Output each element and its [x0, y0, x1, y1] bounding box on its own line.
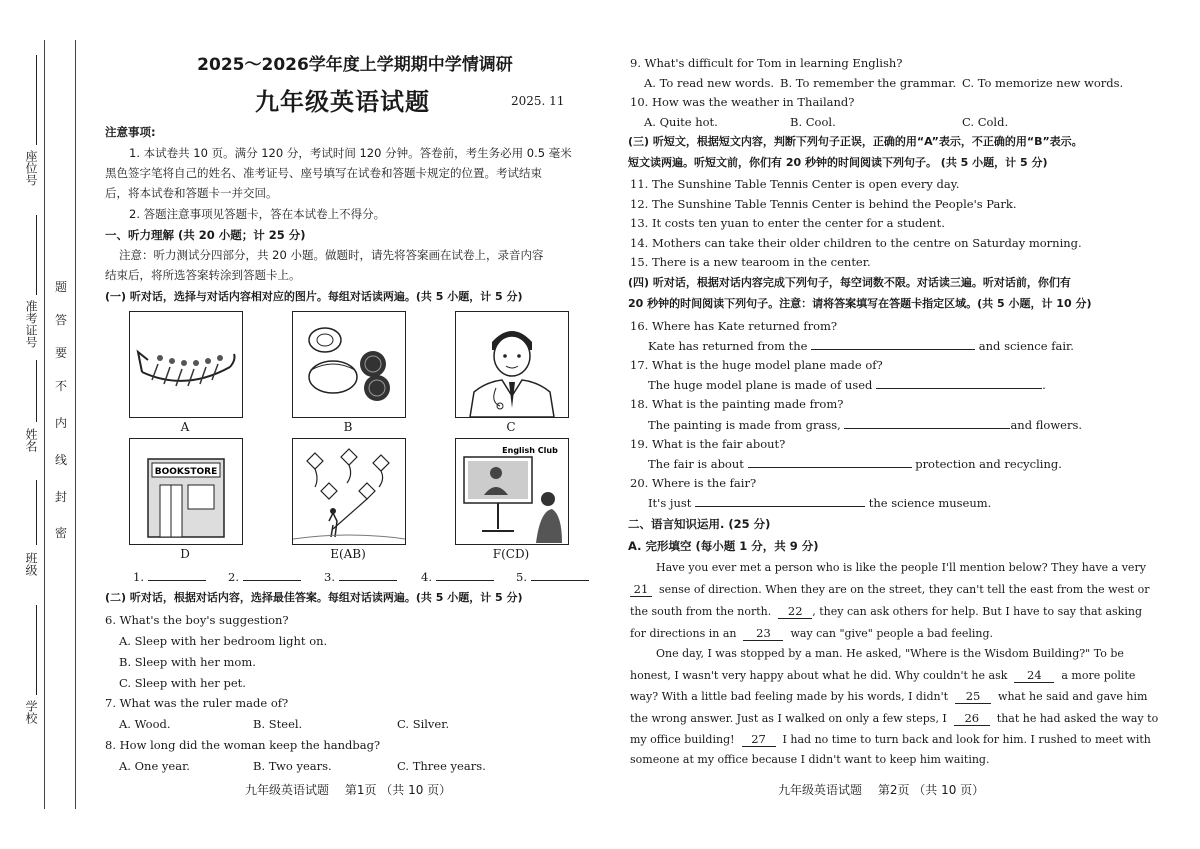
cloze-blank[interactable]: 24: [1014, 668, 1054, 683]
cloze-line: One day, I was stopped by a man. He asked, "Where is the Wisdom Building?" To be: [656, 647, 1124, 660]
class-line: [36, 480, 37, 545]
cloze-line: for directions in an 23 way can "give" people a bad feeling.: [630, 626, 994, 640]
part1-heading: 一、听力理解 (共 20 小题；计 25 分): [105, 228, 306, 242]
exam-title: 2025～2026学年度上学期期中学情调研: [197, 55, 513, 75]
notice-text: 后，将本试卷和答题卡一并交回。: [105, 186, 278, 200]
cloze-line: 21 sense of direction. When they are on the street, they can't tell the east from the west or: [630, 582, 1150, 597]
answer-sentence: The painting is made from grass, and flowers.: [648, 418, 1083, 432]
part1-note: 注意：听力测试分四部分，共 20 小题。做题时，请先将答案画在试卷上，录音内容: [119, 248, 544, 262]
answer-slot: 3.: [324, 569, 397, 584]
binding-margin: [0, 0, 100, 849]
answer-sentence: The huge model plane is made of used .: [648, 378, 1046, 392]
question-9: 9. What's difficult for Tom in learning English?: [630, 56, 903, 70]
picture-label: F(CD): [492, 547, 530, 561]
cloze-blank[interactable]: 25: [955, 689, 991, 704]
question-13: 13. It costs ten yuan to enter the center for a student.: [630, 216, 945, 230]
section1-heading: (一) 听对话，选择与对话内容相对应的图片。每组对话读两遍。(共 5 小题，计 5 分): [105, 290, 523, 303]
question-15: 15. There is a new tearoom in the center.: [630, 255, 871, 269]
question-6: 6. What's the boy's suggestion?: [105, 613, 289, 627]
english-club-icon: [455, 438, 569, 545]
cloze-blank[interactable]: 26: [954, 711, 990, 726]
answer-slot: 2.: [228, 569, 301, 584]
option: A. Wood.: [119, 717, 171, 731]
name-label: 姓名: [24, 428, 38, 452]
answer-blank[interactable]: [876, 377, 1042, 389]
question-17: 17. What is the huge model plane made of?: [630, 358, 883, 372]
section4-heading: 20 秒钟的时间阅读下列句子。注意：请将答案填写在答题卡指定区域。(共 5 小题，计 10 分): [628, 297, 1092, 310]
answer-blank[interactable]: [844, 417, 1010, 429]
cloze-line: way? With a little bad feeling made by his words, I didn't 25 what he said and gave him: [630, 689, 1148, 703]
option: C. To memorize new words.: [962, 76, 1124, 90]
option: C. Silver.: [397, 717, 450, 731]
answer-blank[interactable]: [748, 456, 912, 468]
option: A. To read new words.: [644, 76, 775, 90]
english-club-sign: English Club: [502, 446, 558, 455]
seat-line: [36, 55, 37, 145]
question-11: 11. The Sunshine Table Tennis Center is open every day.: [630, 177, 960, 191]
seal-char: 密: [54, 526, 67, 540]
option: A. One year.: [119, 759, 190, 773]
answer-sentence: The fair is about protection and recycling.: [648, 457, 1062, 471]
page-footer: 九年级英语试题 第2页 （共 10 页）: [778, 783, 985, 797]
option: C. Three years.: [397, 759, 486, 773]
section3-heading: 短文读两遍。听短文前，你们有 20 秒钟的时间阅读下列句子。 (共 5 小题，计 5 分): [628, 156, 1048, 169]
class-label: 班级: [24, 552, 38, 576]
question-18: 18. What is the painting made from?: [630, 397, 844, 411]
option: C. Cold.: [962, 115, 1009, 129]
question-16: 16. Where has Kate returned from?: [630, 319, 838, 333]
cloze-blank[interactable]: 23: [743, 626, 783, 641]
school-label: 学校: [24, 700, 38, 724]
option: B. Sleep with her mom.: [119, 655, 256, 669]
notice-text: 黑色签字笔将自己的姓名、准考证号、座号填写在试卷和答题卡规定的位置。考试结束: [105, 166, 542, 180]
section2-heading: (二) 听对话，根据对话内容，选择最佳答案。每组对话读两遍。(共 5 小题，计 5 分): [105, 591, 523, 604]
cloze-blank[interactable]: 27: [742, 732, 776, 747]
seal-char: 要: [54, 346, 67, 360]
option: C. Sleep with her pet.: [119, 676, 246, 690]
question-19: 19. What is the fair about?: [630, 437, 786, 451]
cloze-line: someone at my office because I didn't want to keep him waiting.: [630, 753, 990, 766]
seal-char: 内: [54, 416, 67, 430]
option: B. To remember the grammar.: [780, 76, 957, 90]
kites-icon: [292, 438, 406, 545]
option: B. Cool.: [790, 115, 836, 129]
seal-char: 封: [54, 490, 67, 504]
tea-mooncake-icon: [292, 311, 406, 418]
notice-heading: 注意事项:: [105, 125, 156, 139]
notice-text: 2. 答题注意事项见答题卡，答在本试卷上不得分。: [129, 207, 386, 221]
seal-char: 线: [54, 453, 67, 467]
part1-note: 结束后，将所选答案转涂到答题卡上。: [105, 268, 301, 282]
picture-label: C: [506, 420, 516, 434]
option: A. Sleep with her bedroom light on.: [119, 634, 328, 648]
picture-label: D: [180, 547, 190, 561]
school-line: [36, 605, 37, 695]
exam-subtitle: 九年级英语试题: [255, 88, 430, 116]
cloze-line: Have you ever met a person who is like the people I'll mention below? They have a very: [656, 561, 1146, 574]
name-line: [36, 360, 37, 422]
picture-label: E(AB): [330, 547, 366, 561]
option: B. Two years.: [253, 759, 332, 773]
exam-date: 2025. 11: [511, 94, 565, 108]
question-10: 10. How was the weather in Thailand?: [630, 95, 855, 109]
cloze-heading: A. 完形填空 (每小题 1 分，共 9 分): [628, 539, 819, 553]
exam-no-label: 准考证号: [24, 300, 38, 348]
answer-blank[interactable]: [811, 338, 975, 350]
answer-sentence: Kate has returned from the and science fair.: [648, 339, 1074, 353]
question-12: 12. The Sunshine Table Tennis Center is behind the People's Park.: [630, 197, 1017, 211]
answer-slot: 1.: [133, 569, 206, 584]
margin-rule-inner: [75, 40, 76, 809]
seal-char: 不: [54, 379, 67, 393]
question-20: 20. Where is the fair?: [630, 476, 757, 490]
bookstore-icon: [129, 438, 243, 545]
option: A. Quite hot.: [644, 115, 718, 129]
seat-label: 座位号: [24, 150, 38, 186]
answer-sentence: It's just the science museum.: [648, 496, 992, 510]
notice-text: 1. 本试卷共 10 页。满分 120 分，考试时间 120 分钟。答卷前，考生务必用 0.5 毫米: [129, 146, 572, 160]
cloze-blank[interactable]: 21: [630, 582, 652, 597]
question-14: 14. Mothers can take their older children to the centre on Saturday morning.: [630, 236, 1082, 250]
seal-char: 题: [54, 280, 67, 294]
cloze-blank[interactable]: 22: [778, 604, 812, 619]
question-7: 7. What was the ruler made of?: [105, 696, 289, 710]
answer-blank[interactable]: [695, 495, 865, 507]
exam-no-line: [36, 215, 37, 295]
page-footer: 九年级英语试题 第1页 （共 10 页）: [245, 783, 452, 797]
option: B. Steel.: [253, 717, 303, 731]
section3-heading: (三) 听短文，根据短文内容，判断下列句子正误，正确的用“A”表示，不正确的用“B”表示。: [628, 135, 1083, 148]
seal-char: 答: [54, 313, 67, 327]
cloze-line: honest, I wasn't very happy about what he did. Why couldn't he ask 24 a more polite: [630, 668, 1136, 682]
picture-label: B: [343, 420, 353, 434]
margin-rule-outer: [44, 40, 45, 809]
picture-label: A: [180, 420, 190, 434]
part2-heading: 二、语言知识运用. (25 分): [628, 517, 771, 531]
dragon-boat-icon: [129, 311, 243, 418]
answer-slot: 5.: [516, 569, 589, 584]
section4-heading: (四) 听对话，根据对话内容完成下列句子，每空词数不限。对话读三遍。听对话前，你们有: [628, 276, 1071, 289]
doctor-icon: [455, 311, 569, 418]
cloze-line: the wrong answer. Just as I walked on only a few steps, I 26 that he had asked the way to: [630, 711, 1159, 725]
cloze-line: the south from the north. 22 , they can ask others for help. But I have to say that asking: [630, 604, 1142, 618]
bookstore-sign: BOOKSTORE: [154, 467, 218, 477]
answer-slot: 4.: [421, 569, 494, 584]
cloze-line: my office building! 27 I had no time to turn back and look for him. I rushed to meet with: [630, 732, 1151, 746]
question-8: 8. How long did the woman keep the handbag?: [105, 738, 381, 752]
